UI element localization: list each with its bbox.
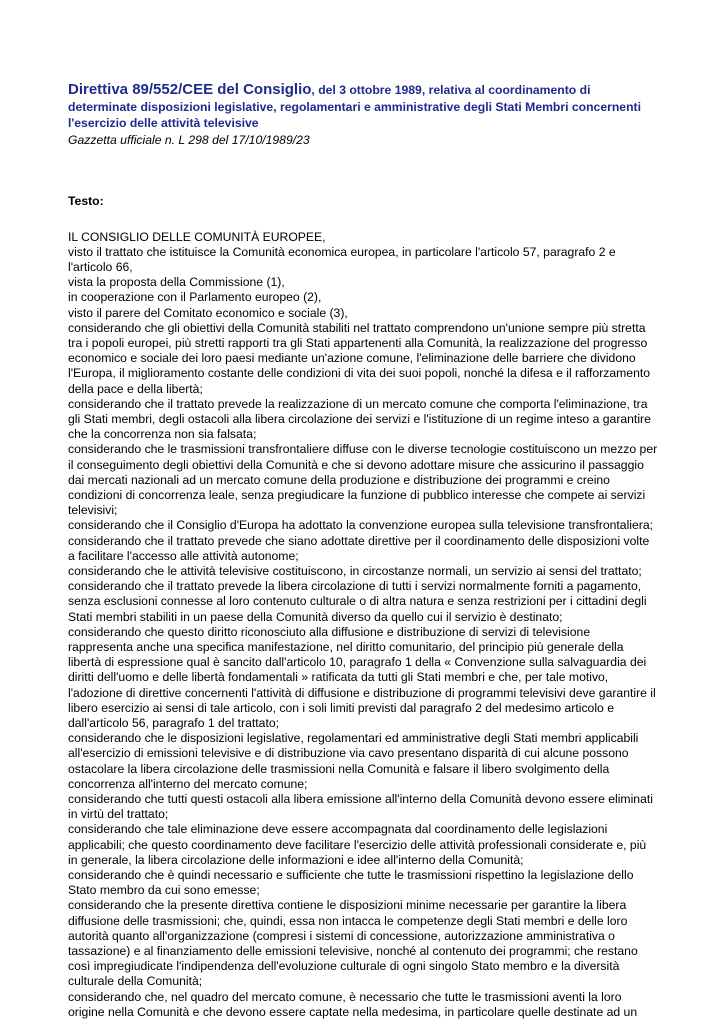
paragraph: considerando che gli obiettivi della Comunità stabiliti nel trattato comprendono un'unione sempre più stretta tra i popoli europei, più stretti rapporti tra gli Stati appartenenti alla Comunità, la realizzazione del progresso economico e sociale dei loro paesi mediante un'azione comune, l'eliminazione delle barriere che dividono l'Europa, il miglioramento costante delle condizioni di vita dei suoi popoli, nonché la difesa e il rafforzamento della pace e della libertà;	[68, 320, 651, 396]
paragraph: considerando che le disposizioni legislative, regolamentari ed amministrative degli Stati membri applicabili all'esercizio di emissioni televisive e di distribuzione via cavo presentano disparità di cui alcune possono ostacolare la libera circolazione delle trasmissioni nella Comunità e falsare il libero svolgimento della concorrenza all'interno del mercato comune;	[68, 731, 639, 791]
paragraph: considerando che le trasmissioni transfrontaliere diffuse con le diverse tecnologie costituiscono un mezzo per il conseguimento degli obiettivi della Comunità e che si devono adottare misure che assicurino il passaggio dai mercati nazionali ad un mercato comune della produzione e distribuzione dei programmi e creino condizioni di concorrenza leale, senza pregiudicare la funzione di pubblico interesse che compete ai servizi televisivi;	[68, 442, 658, 518]
paragraph: considerando che il trattato prevede che siano adottate direttive per il coordinamento delle disposizioni volte a facilitare l'accesso alle attività autonome;	[68, 533, 650, 563]
paragraph: IL CONSIGLIO DELLE COMUNITÀ EUROPEE,	[68, 229, 326, 244]
paragraph: in cooperazione con il Parlamento europeo (2),	[68, 290, 322, 305]
paragraph: considerando che questo diritto riconosciuto alla diffusione e distribuzione di servizi di televisione rappresenta anche una specifica manifestazione, nel diritto comunitario, del principio più generale della libertà di espressione qual è sancito dall'articolo 10, paragrafo 1 della « Convenzione sulla salvaguardia dei diritti dell'uomo e delle libertà fondamentali » ratificata da tutti gli Stati membri e che, per tale motivo, l'adozione di direttive concernenti l'attività di diffusione e distribuzione di programmi televisivi deve garantire il libero esercizio ai sensi di tale articolo, con i soli limiti previsti dal paragrafo 2 del medesimo articolo e dall'articolo 56, paragrafo 1 del trattato;	[68, 624, 656, 730]
paragraph: considerando che tutti questi ostacoli alla libera emissione all'interno della Comunità devono essere eliminati in virtù del trattato;	[68, 792, 653, 822]
document-page	[68, 82, 658, 1020]
gazzetta-reference: Gazzetta ufficiale n. L 298 del 17/10/1989/23	[68, 132, 310, 147]
paragraph: visto il parere del Comitato economico e sociale (3),	[68, 305, 348, 320]
paragraph: considerando che, nel quadro del mercato comune, è necessario che tutte le trasmissioni aventi la loro origine nella Comunità e che devono essere captate nella medesima, in particolare quelle destinate ad un	[68, 989, 638, 1019]
title-main: Direttiva 89/552/CEE del Consiglio	[68, 81, 312, 98]
paragraph: considerando che il trattato prevede la realizzazione di un mercato comune che comporta l'eliminazione, tra gli Stati membri, degli ostacoli alla libera circolazione dei servizi e l'istituzione di un regime inteso a garantire che la concorrenza non sia falsata;	[68, 396, 651, 442]
paragraph: considerando che le attività televisive costituiscono, in circostanze normali, un servizio ai sensi del trattato;	[68, 563, 642, 578]
paragraph: visto il trattato che istituisce la Comunità economica europea, in particolare l'articolo 57, paragrafo 2 e l'articolo 66,	[68, 244, 616, 274]
paragraph: considerando che è quindi necessario e sufficiente che tutte le trasmissioni rispettino la legislazione dello Stato membro da cui sono emesse;	[68, 868, 634, 898]
testo-heading: Testo:	[68, 193, 104, 208]
title-rest: , del 3 ottobre 1989, relativa al coordinamento di determinate disposizioni legislative, regolamentari e amministrative degli Stati Membri concernenti l'esercizio delle attività televisive	[68, 83, 641, 130]
paragraph: considerando che la presente direttiva contiene le disposizioni minime necessarie per garantire la libera diffusione delle trasmissioni; che, quindi, essa non intacca le competenze degli Stati membri e delle loro autorità quanto all'organizzazione (compresi i sistemi di concessione, autorizzazione amministrativa o tassazione) e al finanziamento delle emissioni televisive, nonché al contenuto dei programmi; che restano così impregiudicate l'indipendenza dell'evoluzione culturale di ogni singolo Stato membro e la diversità culturale della Comunità;	[68, 898, 638, 989]
paragraph: considerando che il trattato prevede la libera circolazione di tutti i servizi normalmente forniti a pagamento, senza esclusioni connesse al loro contenuto culturale o di altra natura e senza restrizioni per i cittadini degli Stati membri stabiliti in un paese della Comunità diverso da quello cui il servizio è destinato;	[68, 579, 647, 624]
paragraph: considerando che il Consiglio d'Europa ha adottato la convenzione europea sulla televisione transfrontaliera;	[68, 518, 653, 533]
paragraph: vista la proposta della Commissione (1),	[68, 275, 285, 290]
document-body	[68, 230, 658, 1021]
document-title	[68, 82, 658, 132]
paragraph: considerando che tale eliminazione deve essere accompagnata dal coordinamento delle legislazioni applicabili; che questo coordinamento deve facilitare l'esercizio delle attività professionali considerate e, più in generale, la libera circolazione delle informazioni e idee all'interno della Comunità;	[68, 822, 647, 867]
